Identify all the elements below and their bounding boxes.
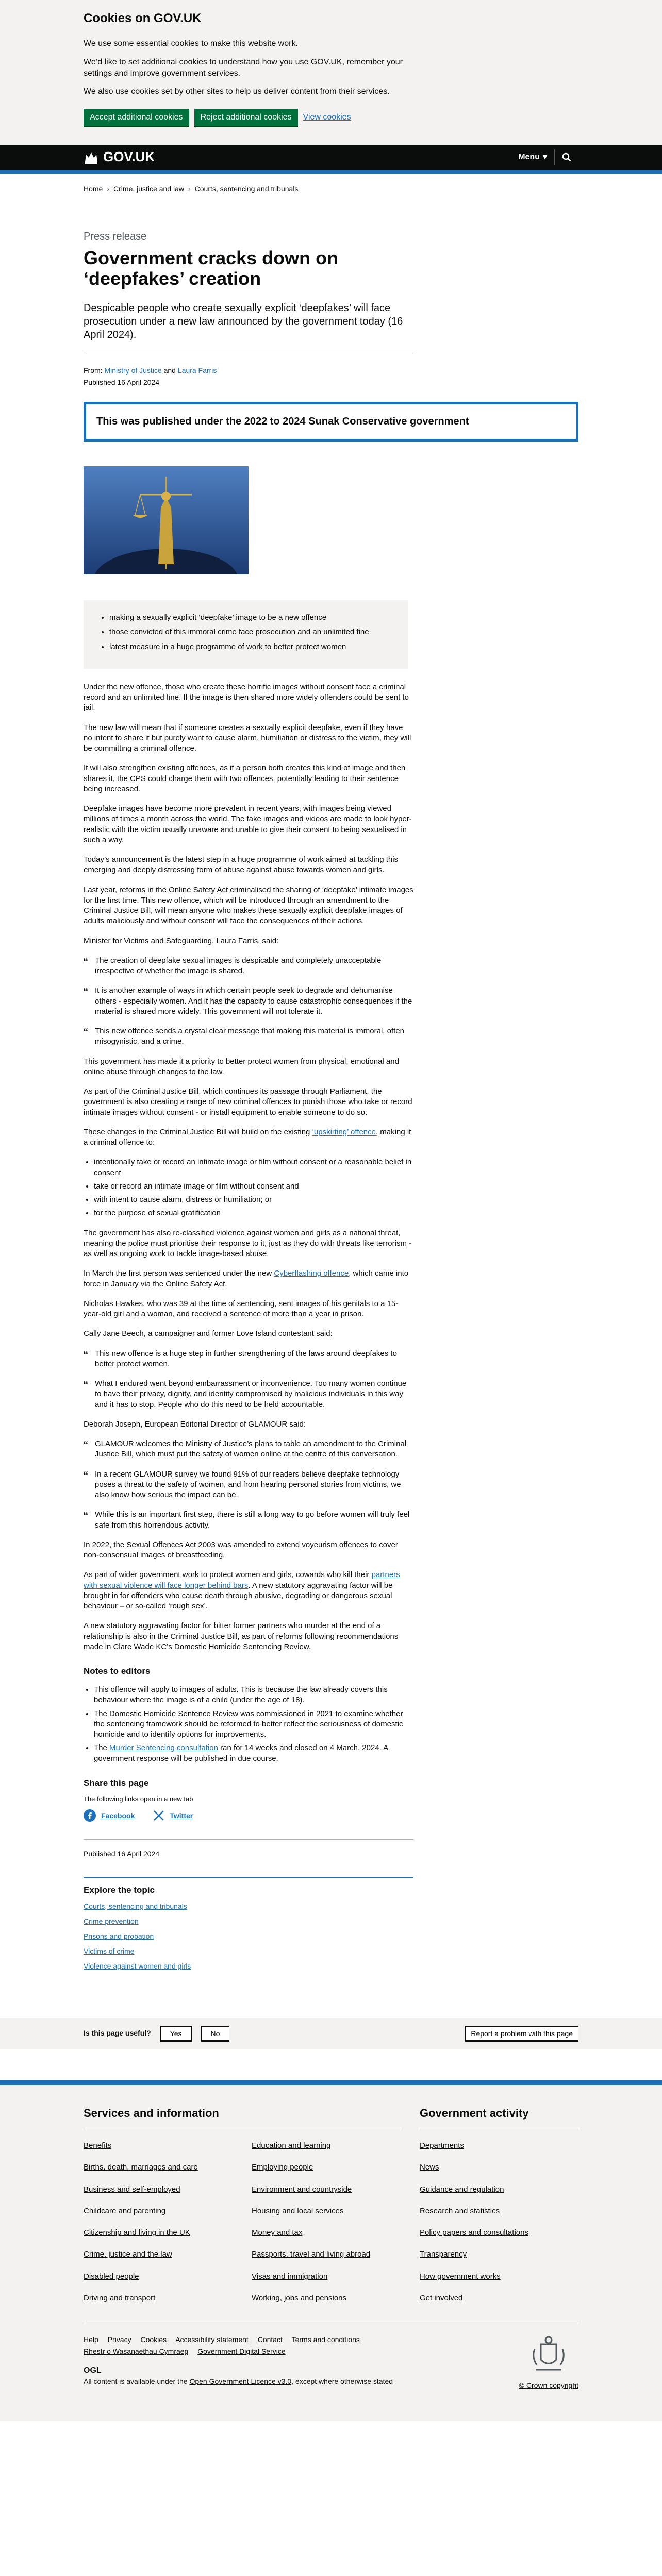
- footer-meta-link[interactable]: Rhestr o Wasanaethau Cymraeg: [84, 2347, 189, 2355]
- document-type: Press release: [84, 230, 147, 242]
- breadcrumb-courts[interactable]: Courts, sentencing and tribunals: [194, 184, 299, 193]
- cyberflashing-offence-link[interactable]: Cyberflashing offence: [274, 1269, 349, 1278]
- chevron-right-icon: ›: [107, 184, 110, 193]
- royal-coat-of-arms-icon: [525, 2334, 572, 2375]
- body-paragraph: Today’s announcement is the latest step in a huge programme of work aimed at tackling this emerging and deeply distressing form of abuse against abuse towards women and girls.: [84, 855, 399, 875]
- footer-link[interactable]: News: [420, 2163, 439, 2172]
- topic-link[interactable]: Crime prevention: [84, 1917, 139, 1925]
- crown-copyright: [519, 2334, 578, 2391]
- body-paragraph: The government has also re-classified violence against women and girls as a national threat, meaning the police must prioritise their response to it, just as they do with threats like terrorism - as well as ongoing work to tackle image-based abuse.: [84, 1228, 412, 1259]
- note-item: • This offence will apply to images of adults. This is because the law already covers this behaviour where the image is of a child (under the age of 18).: [94, 1685, 413, 1706]
- ogl-link[interactable]: Open Government Licence v3.0: [189, 2377, 292, 2385]
- article-body: [84, 682, 413, 1764]
- footer-meta-link[interactable]: Contact: [257, 2335, 283, 2344]
- breadcrumb-home[interactable]: Home: [84, 184, 103, 193]
- footer-link[interactable]: Policy papers and consultations: [420, 2228, 528, 2238]
- text-segment: All content is available under the: [84, 2377, 190, 2385]
- footer-link[interactable]: Working, jobs and pensions: [252, 2293, 346, 2302]
- body-paragraph: [84, 1268, 413, 1290]
- body-paragraph: This government has made it a priority to better protect women from physical, emotional and online abuse through changes to the law.: [84, 1057, 399, 1076]
- body-paragraph: Deepfake images have become more prevalent in recent years, with images being viewed millions of times a month across the world. The fake images and videos are made to look hyper-realistic with the victim usually unaware and unable to give their consent to being sexualised in such a way.: [84, 804, 412, 844]
- search-toggle-button[interactable]: [555, 145, 578, 170]
- footer-link[interactable]: Business and self-employed: [84, 2184, 180, 2194]
- list-item: • intentionally take or record an intimate image or film without consent or a reasonable belief in consent: [94, 1157, 413, 1178]
- from-and: and: [163, 366, 176, 375]
- accept-cookies-button[interactable]: Accept additional cookies: [84, 109, 189, 126]
- reject-cookies-button[interactable]: Reject additional cookies: [194, 109, 298, 126]
- ogl-notice: [84, 2365, 393, 2386]
- body-paragraph: Last year, reforms in the Online Safety Act criminalised the sharing of ‘deepfake’ intimate images for the first time. This new offence, which will be introduced through an amendment to the Criminal Justice Bill, will mean anyone who makes these sexually explicit deepfake images of adults maliciously and without consent will face the consequences of their actions.: [84, 885, 413, 926]
- feedback-yes-button[interactable]: Yes: [160, 2026, 192, 2041]
- body-paragraph: [84, 1570, 413, 1612]
- summary-item: • making a sexually explicit ‘deepfake’ image to be a new offence: [109, 613, 379, 623]
- text-segment: , which came into force in January via the Online Safety Act.: [84, 1269, 409, 1289]
- text-segment: , making it a criminal offence to:: [84, 1127, 411, 1147]
- body-paragraph: In 2022, the Sexual Offences Act 2003 was amended to extend voyeurism offences to cover non-consensual images of breastfeeding.: [84, 1540, 398, 1560]
- crown-icon: [84, 150, 99, 164]
- text-segment: The: [94, 1743, 110, 1753]
- footer-link[interactable]: Guidance and regulation: [420, 2184, 504, 2194]
- footer-link[interactable]: Childcare and parenting: [84, 2206, 166, 2215]
- quote: “ This new offence is a huge step in further strengthening of the laws around deepfakes to better protect women.: [84, 1349, 413, 1370]
- footer-meta-link[interactable]: Accessibility statement: [175, 2335, 249, 2344]
- notes-heading: Notes to editors: [84, 1666, 151, 1676]
- explore-topic: [84, 1877, 413, 1971]
- feedback-no-button[interactable]: No: [201, 2026, 230, 2041]
- gov-activity-heading: Government activity: [420, 2106, 578, 2130]
- note-item: • The Domestic Homicide Sentence Review was commissioned in 2021 to examine whether the sentencing framework should be reformed to better reflect the seriousness of domestic homicide and to identify options for improvements.: [94, 1709, 413, 1740]
- body-paragraph: Deborah Joseph, European Editorial Director of GLAMOUR said:: [84, 1419, 306, 1429]
- footer-link[interactable]: Housing and local services: [252, 2206, 344, 2215]
- offence-list: [84, 1157, 413, 1218]
- topic-link[interactable]: Prisons and probation: [84, 1931, 154, 1940]
- page-title: Government cracks down on ‘deepfakes’ creation: [84, 247, 339, 289]
- footer-link[interactable]: Employing people: [252, 2163, 313, 2172]
- footer-link[interactable]: Visas and immigration: [252, 2272, 328, 2281]
- ogl-logo: OGL: [84, 2366, 102, 2375]
- topic-link[interactable]: Violence against women and girls: [84, 1961, 191, 1970]
- org-link-moj[interactable]: Ministry of Justice: [104, 366, 162, 375]
- history-notice: This was published under the 2022 to 2024 Sunak Conservative government: [84, 402, 578, 442]
- services-column: [84, 2106, 403, 2315]
- quote: “ The creation of deepfake sexual images is despicable and completely unacceptable irrespective of whether the image is shared.: [84, 956, 413, 977]
- body-paragraph: Nicholas Hawkes, who was 39 at the time of sentencing, sent images of his genitals to a 15-year-old girl and a woman, and received a sentence of more than a year in prison.: [84, 1299, 399, 1319]
- list-item: • take or record an intimate image or film without consent and: [94, 1181, 413, 1192]
- quote: “ What I endured went beyond embarrassment or inconvenience. Too many women continue to have their privacy, dignity, and identity compromised by malicious individuals in this way and it has to stop. People who do this need to be held accountable.: [84, 1379, 413, 1410]
- note-item: [94, 1743, 413, 1764]
- text-segment: As part of wider government work to protect women and girls, cowards who kill their: [84, 1570, 370, 1580]
- body-paragraph: A new statutory aggravating factor for bitter former partners who murder at the end of a relationship is also in the Criminal Justice Bill, as part of reforms following recommendations made in Clare Wade KC’s Domestic Homicide Sentencing Review.: [84, 1621, 399, 1651]
- cookie-banner-title: Cookies on GOV.UK: [84, 11, 202, 25]
- from-label: From:: [84, 366, 103, 375]
- quote: “ This new offence sends a crystal clear message that making this material is immoral, often misogynistic, and a crime.: [84, 1026, 413, 1047]
- footer-link[interactable]: How government works: [420, 2272, 501, 2281]
- body-paragraph: Under the new offence, those who create these horrific images without consent face a criminal record and an unlimited fine. If the image is then shared more widely offenders could be sent to jail.: [84, 682, 409, 713]
- text-segment: . A new statutory aggravating factor will be brought in for offenders who cause death through abusive, degrading or dangerous sexual behaviour – or so-called ‘rough sex’.: [84, 1581, 393, 1611]
- share-section: [84, 1777, 578, 1822]
- footer-meta-links: [84, 2334, 372, 2357]
- text-segment: , except where otherwise stated: [291, 2377, 393, 2385]
- site-footer: [0, 2080, 662, 2421]
- metadata: [84, 366, 578, 387]
- longer-behind-bars-link[interactable]: partners with sexual violence will face longer behind bars: [84, 1570, 400, 1590]
- published-date-footer: Published 16 April 2024: [84, 1839, 413, 1859]
- footer-link[interactable]: Transparency: [420, 2250, 467, 2259]
- share-facebook-label: Facebook: [101, 1811, 135, 1820]
- person-link-laura-farris[interactable]: Laura Farris: [177, 366, 217, 375]
- government-activity-column: [420, 2106, 578, 2315]
- view-cookies-link[interactable]: View cookies: [303, 112, 351, 122]
- chevron-down-icon: ▾: [542, 152, 547, 161]
- quote: “ In a recent GLAMOUR survey we found 91% of our readers believe deepfake technology poses a threat to the safety of women, and from hearing personal stories from victims, we also know how serious the impact can be.: [84, 1469, 413, 1501]
- text-segment: These changes in the Criminal Justice Bill will build on the existing: [84, 1127, 310, 1137]
- body-paragraph: [84, 1127, 413, 1148]
- cookie-text: We’d like to set additional cookies to understand how you use GOV.UK, remember your settings and improve government services.: [84, 57, 403, 78]
- share-twitter-label: Twitter: [170, 1811, 193, 1820]
- explore-heading: Explore the topic: [84, 1885, 155, 1895]
- list-item: • for the purpose of sexual gratification: [94, 1208, 413, 1218]
- footer-link[interactable]: Environment and countryside: [252, 2184, 352, 2194]
- site-header: [0, 145, 662, 174]
- footer-link[interactable]: Disabled people: [84, 2272, 139, 2281]
- body-paragraph: Cally Jane Beech, a campaigner and former Love Island contestant said:: [84, 1329, 333, 1338]
- share-facebook-link[interactable]: [84, 1809, 135, 1822]
- notes-list: [84, 1685, 413, 1764]
- summary-box: [84, 600, 408, 669]
- topic-link[interactable]: Courts, sentencing and tribunals: [84, 1902, 187, 1911]
- footer-link[interactable]: Education and learning: [252, 2141, 331, 2150]
- services-heading: Services and information: [84, 2106, 403, 2130]
- cookie-text: We also use cookies set by other sites to help us deliver content from their services.: [84, 87, 390, 96]
- summary-item: • latest measure in a huge programme of work to better protect women: [109, 642, 379, 652]
- footer-link[interactable]: Get involved: [420, 2293, 463, 2302]
- footer-link[interactable]: Benefits: [84, 2141, 112, 2150]
- feedback-question: Is this page useful?: [84, 2029, 151, 2038]
- govuk-logo[interactable]: [84, 148, 155, 166]
- text-segment: ran for 14 weeks and closed on 4 March, 2024. A government response will be published in due course.: [94, 1743, 388, 1763]
- cookie-text: We use some essential cookies to make this website work.: [84, 39, 298, 48]
- feedback-bar: [0, 2018, 662, 2049]
- topic-link[interactable]: Victims of crime: [84, 1946, 135, 1955]
- menu-button[interactable]: [511, 149, 555, 165]
- breadcrumb-crime-justice-law[interactable]: Crime, justice and law: [113, 184, 184, 193]
- lead-paragraph: Despicable people who create sexually explicit ‘deepfakes’ will face prosecution under a new law announced by the government today (16 April 2024).: [84, 301, 413, 354]
- crown-copyright-link[interactable]: © Crown copyright: [519, 2381, 578, 2390]
- footer-link[interactable]: Research and statistics: [420, 2206, 500, 2215]
- footer-meta-link[interactable]: Help: [84, 2335, 98, 2344]
- quote: “ It is another example of ways in which certain people seek to degrade and dehumanise others - especially women. And it has the capacity to cause catastrophic consequences if the material is shared more widely. This government will not tolerate it.: [84, 986, 413, 1017]
- share-twitter-link[interactable]: [153, 1809, 193, 1822]
- share-heading: Share this page: [84, 1777, 149, 1788]
- cookie-banner: [0, 0, 662, 145]
- menu-label: Menu: [518, 152, 540, 161]
- list-item: • with intent to cause alarm, distress or humiliation; or: [94, 1195, 413, 1205]
- upskirting-offence-link[interactable]: ‘upskirting’ offence: [312, 1127, 376, 1137]
- footer-link[interactable]: Passports, travel and living abroad: [252, 2250, 371, 2259]
- footer-link[interactable]: Driving and transport: [84, 2293, 156, 2302]
- footer-link[interactable]: Departments: [420, 2141, 464, 2150]
- footer-link[interactable]: Crime, justice and the law: [84, 2250, 172, 2259]
- footer-meta-link[interactable]: Privacy: [107, 2335, 131, 2344]
- breadcrumb: [84, 174, 578, 194]
- body-paragraph: It will also strengthen existing offences, as if a person both creates this kind of image and then shares it, the CPS could charge them with two offences, potentially leading to their sentence being increased.: [84, 764, 406, 793]
- published-date: Published 16 April 2024: [84, 378, 160, 387]
- footer-link[interactable]: Money and tax: [252, 2228, 303, 2238]
- report-problem-button[interactable]: Report a problem with this page: [465, 2026, 578, 2041]
- footer-link[interactable]: Citizenship and living in the UK: [84, 2228, 190, 2238]
- chevron-right-icon: ›: [188, 184, 191, 193]
- quote: “ GLAMOUR welcomes the Ministry of Justice’s plans to table an amendment to the Criminal Justice Bill, which must put the safety of women online at the centre of this conversation.: [84, 1439, 413, 1460]
- footer-link[interactable]: Births, death, marriages and care: [84, 2163, 198, 2172]
- search-icon: [562, 152, 571, 162]
- lady-justice-image: [84, 466, 249, 574]
- logo-text: GOV.UK: [103, 149, 155, 165]
- body-paragraph: Minister for Victims and Safeguarding, Laura Farris, said:: [84, 936, 279, 945]
- murder-sentencing-consultation-link[interactable]: Murder Sentencing consultation: [109, 1743, 218, 1753]
- twitter-x-icon: [153, 1810, 164, 1821]
- body-paragraph: As part of the Criminal Justice Bill, which continues its passage through Parliament, the government is also creating a range of new criminal offences to punish those who take or record intimate images without consent - or install equipment to enable someone to do so.: [84, 1087, 412, 1117]
- footer-meta-link[interactable]: Government Digital Service: [197, 2347, 286, 2355]
- quote: “ While this is an important first step, there is still a long way to go before women will truly feel safe from this horrendous activity.: [84, 1510, 413, 1531]
- facebook-icon: [84, 1809, 96, 1822]
- footer-meta-link[interactable]: Terms and conditions: [291, 2335, 360, 2344]
- share-subtitle: The following links open in a new tab: [84, 1794, 193, 1803]
- summary-item: • those convicted of this immoral crime face prosecution and an unlimited fine: [109, 627, 379, 637]
- text-segment: In March the first person was sentenced under the new: [84, 1269, 272, 1278]
- footer-meta-link[interactable]: Cookies: [140, 2335, 167, 2344]
- body-paragraph: The new law will mean that if someone creates a sexually explicit deepfake, even if they have no intent to share it but purely want to cause alarm, humiliation or distress to the victim, they will be committing a criminal offence.: [84, 723, 411, 753]
